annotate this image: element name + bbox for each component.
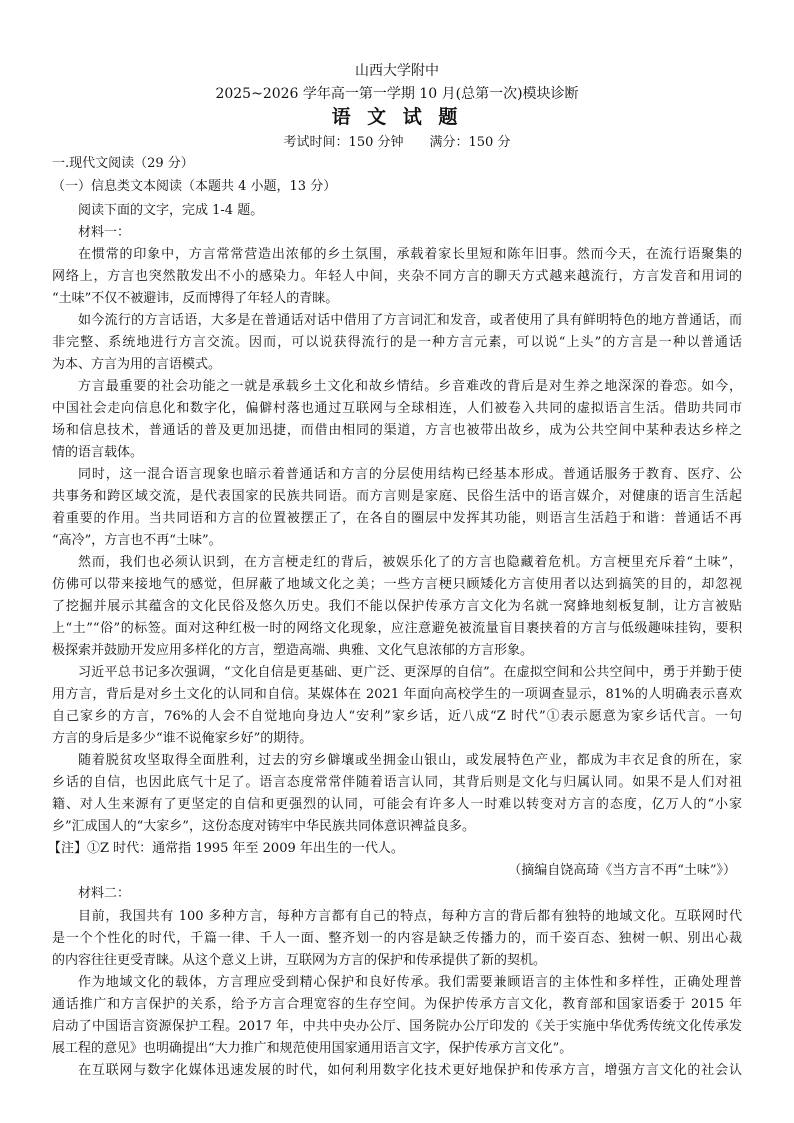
material1-line: 极探索并鼓励开发应用多样化的方言，塑造高端、典雅、文化气息浓郁的方言形象。 <box>52 643 534 658</box>
material1-label: 材料一： <box>78 225 131 240</box>
subsection-title: （一）信息类文本阅读（本题共 4 小题，13 分） <box>52 179 337 194</box>
material1-line: 上“土”“俗”的标签。面对这种红极一时的网络文化现象，应注意避免被流量盲目裹挟着的方言与低级趣味挂钩，要积 <box>52 621 742 636</box>
school-name: 山西大学附中 <box>355 63 439 79</box>
material1-line: 共事务和跨区域交流，是代表国家的民族共同语。而方言则是家庭、民俗生活中的语言媒介，对健康的语言生活起 <box>52 489 742 504</box>
material1-line: 场和信息技术，普通话的普及更加迅捷，而借由相同的渠道，方言也被带出故乡，成为公共空间中某种表达乡梓之 <box>52 423 742 438</box>
reading-instruction: 阅读下面的文字，完成 1-4 题。 <box>78 203 264 218</box>
material1-line: 然而，我们也必须认识到，在方言梗走红的背后，被娱乐化了的方言也隐藏着危机。方言梗里充斥着“土味”， <box>78 555 742 570</box>
material1-line: 籍、对人生来源有了更坚定的自信和更强烈的认同，可能会有许多人一时难以转变对方言的态度，亿万人的“小家 <box>52 797 742 812</box>
material1-line: 用方言，背后是对乡土文化的认同和自信。某媒体在 2021 年面向高校学生的一项调查显示，81%的人明确表示喜欢 <box>52 687 742 702</box>
source-citation: （摘编自饶高琦《当方言不再“土味”》） <box>508 863 736 878</box>
material1-line: “土味”不仅不被避讳，反而博得了年轻人的青睐。 <box>52 291 339 306</box>
material2-line: 展工程的意见》也明确提出“大力推广和规范使用国家通用语言文字，保护传承方言文化”。 <box>52 1041 573 1056</box>
material1-line: 仿佛可以带来接地气的感觉，但屏蔽了地域文化之美；一些方言梗只顾矮化方言使用者以达到搞笑的目的，却忽视 <box>52 577 742 592</box>
material2-label: 材料二： <box>78 886 131 901</box>
material2-line: 是一个个性化的时代，千篇一律、千人一面、整齐划一的内容是缺乏传播力的，而千姿百态、独树一帜、别出心裁 <box>52 931 742 946</box>
exam-title: 2025~2026 学年高一第一学期 10 月(总第一次)模块诊断 <box>215 86 579 102</box>
material1-line: 在惯常的印象中，方言常常营造出浓郁的乡土氛围，承载着家长里短和陈年旧事。然而今天，在流行语聚集的 <box>78 247 742 262</box>
material1-line: 随着脱贫攻坚取得全面胜利，过去的穷乡僻壤或坐拥金山银山，或发展特色产业，都成为丰衣足食的所在，家 <box>78 753 742 768</box>
material1-line: 自己家乡的方言，76%的人会不自觉地向身边人“安利”家乡话，近八成“Z 时代”①表示愿意为家乡话代言。一句 <box>52 709 742 724</box>
material2-line: 作为地域文化的载体，方言理应受到精心保护和良好传承。我们需要兼顾语言的主体性和多样性，正确处理普 <box>78 975 742 990</box>
material1-line: 如今流行的方言话语，大多是在普通话对话中借用了方言词汇和发音，或者使用了具有鲜明特色的地方普通话，而 <box>78 313 742 328</box>
material2-line: 启动了中国语言资源保护工程。2017 年，中共中央办公厅、国务院办公厅印发的《关于实施中华优秀传统文化传承发 <box>52 1019 742 1034</box>
exam-meta: 考试时间：150 分钟 满分：150 分 <box>283 135 511 150</box>
material2-line: 目前，我国共有 100 多种方言，每种方言都有自己的特点，每种方言的背后都有独特的地域文化。互联网时代 <box>78 909 742 924</box>
footnote: 【注】①Z 时代：通常指 1995 年至 2009 年出生的一代人。 <box>48 841 404 856</box>
material1-line: 了挖掘并展示其蕴含的文化民俗及悠久历史。我们不能以保护传承方言文化为名就一窝蜂地刻板复制，让方言被贴 <box>52 599 742 614</box>
material1-line: 网络上，方言也突然散发出不小的感染力。年轻人中间，夹杂不同方言的聊天方式越来越流行，方言发音和用词的 <box>52 269 742 284</box>
material1-line: 方言的身后是多少“谁不说俺家乡好”的期待。 <box>52 731 313 746</box>
material1-line: 乡”汇成国人的“大家乡”，这份态度对铸牢中华民族共同体意识裨益良多。 <box>52 819 475 834</box>
material1-line: 习近平总书记多次强调，“文化自信是更基础、更广泛、更深厚的自信”。在虚拟空间和公共空间中，勇于并勤于使 <box>78 665 742 680</box>
material2-line: 通话推广和方言保护的关系，给予方言合理宽容的生存空间。为保护传承方言文化，教育部和国家语委于 2015 年 <box>52 997 742 1012</box>
material2-line: 在互联网与数字化媒体迅速发展的时代，如何利用数字化技术更好地保护和传承方言，增强方言文化的社会认 <box>78 1063 742 1078</box>
material1-line: 中国社会走向信息化和数字化，偏僻村落也通过互联网与全球相连，人们被卷入共同的虚拟语言生活。借助共同市 <box>52 401 742 416</box>
material1-line: 情的语言载体。 <box>52 445 144 460</box>
material1-line: 同时，这一混合语言现象也暗示着普通话和方言的分层使用结构已经基本形成。普通话服务于教育、医疗、公 <box>78 467 742 482</box>
material1-line: 乡话的自信，也因此底气十足了。语言态度常常伴随着语言认同，其背后则是文化与归属认同。如果不是人们对祖 <box>52 775 742 790</box>
material1-line: 非完整、系统地进行方言交流。因而，可以说获得流行的是一种方言元素，可以说“上头”的方言是一种以普通话 <box>52 335 742 350</box>
material1-line: 为本、方言为用的言语模式。 <box>52 357 222 372</box>
material1-line: “高冷”，方言也不再“土味”。 <box>52 533 222 548</box>
section-title: 一.现代文阅读（29 分） <box>52 156 194 171</box>
material1-line: 着重要的作用。当共同语和方言的位置被摆正了，在各自的圈层中发挥其功能，则语言生活趋于和谐：普通话不再 <box>52 511 742 526</box>
subject-title: 语 文 试 题 <box>331 106 463 128</box>
material2-line: 的内容往往更受青睐。从这个意义上讲，互联网为方言的保护和传承提供了新的契机。 <box>52 953 547 968</box>
material1-line: 方言最重要的社会功能之一就是承载乡土文化和故乡情结。乡音难改的背后是对生养之地深深的眷恋。如今， <box>78 379 742 394</box>
